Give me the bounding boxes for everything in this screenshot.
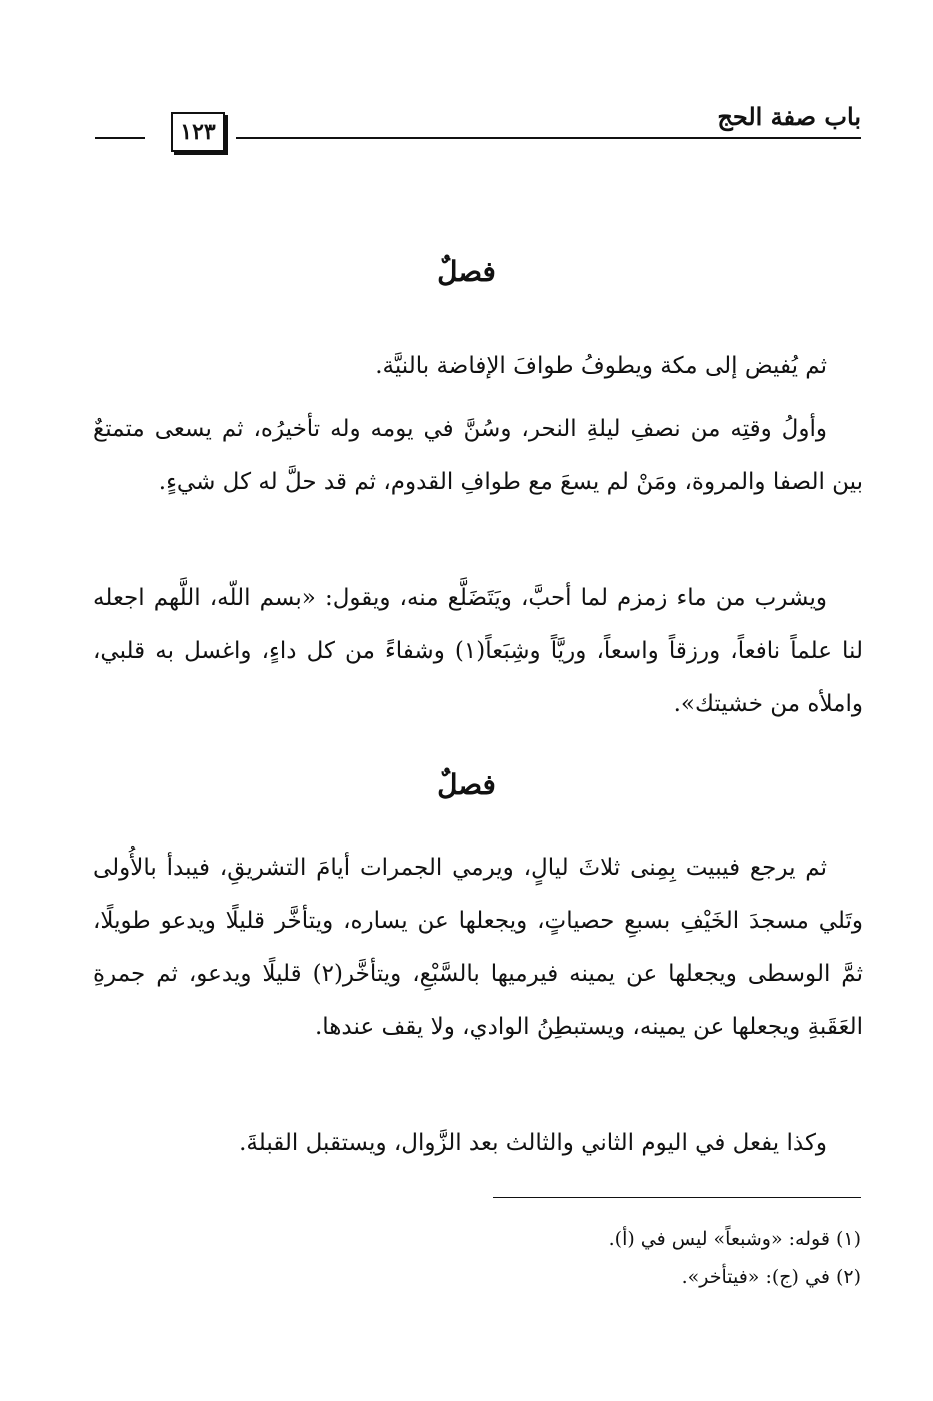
paragraph xyxy=(93,403,863,509)
footnote-1: (١) قوله: «وشبعاً» ليس في (أ). xyxy=(608,1228,861,1250)
section-heading: فصلٌ xyxy=(437,768,496,801)
page-header xyxy=(95,100,861,160)
footnote-2: (٢) في (ج): «فيتأخر». xyxy=(681,1266,861,1288)
paragraph-text: ثم يرجع فيبيت بِمِنى ثلاثَ ليالٍ، ويرمي الجمرات أيامَ التشريقِ، فيبدأ بالأُولى وتَلي مسجدَ الخَيْفِ بسبعِ حصياتٍ، ويجعلها عن يساره، ويتأخَّر قليلًا ويدعو طويلًا، ثمَّ الوسطى ويجعلها عن يمينه فيرميها بالسَّبْعِ، ويتأخَّر(٢) قليلًا ويدعو، ثم جمرةِ العَقَبةِ ويجعلها عن يمينه، ويستبطِنُ الوادي، ولا يقف عندها. xyxy=(93,855,863,1040)
header-rule-left xyxy=(95,137,145,139)
paragraph-text: وكذا يفعل في اليوم الثاني والثالث بعد الزَّوال، ويستقبل القبلةَ. xyxy=(239,1130,827,1156)
header-rule xyxy=(236,137,861,139)
footnotes xyxy=(261,1220,861,1296)
paragraph-text: ويشرب من ماء زمزم لما أحبَّ، ويَتَضَلَّع منه، ويقول: «بسم اللّه، اللَّهم اجعله لنا علماً نافعاً، ورزقاً واسعاً، وريَّاً وشِبَعاً(١) وشفاءً من كل داءٍ، واغسل به قلبي، واملأه من خشيتك». xyxy=(93,585,863,717)
paragraph-text: وأولُ وقتِه من نصفِ ليلةِ النحر، وسُنَّ في يومه وله تأخيرُه، ثم يسعى متمتعٌ بين الصفا والمروة، ومَنْ لم يسعَ مع طوافِ القدوم، ثم قد حلَّ له كل شيءٍ. xyxy=(93,416,863,495)
chapter-title: باب صفة الحج xyxy=(717,102,861,131)
paragraph xyxy=(93,340,863,393)
section-heading: فصلٌ xyxy=(437,255,496,288)
page-number: ١٢٣ xyxy=(171,112,225,152)
paragraph xyxy=(93,1117,863,1170)
footnote-separator xyxy=(493,1197,861,1198)
paragraph-text: ثم يُفيض إلى مكة ويطوفُ طوافَ الإفاضة بالنيَّة. xyxy=(375,353,827,379)
paragraph xyxy=(93,842,863,1054)
paragraph xyxy=(93,572,863,731)
